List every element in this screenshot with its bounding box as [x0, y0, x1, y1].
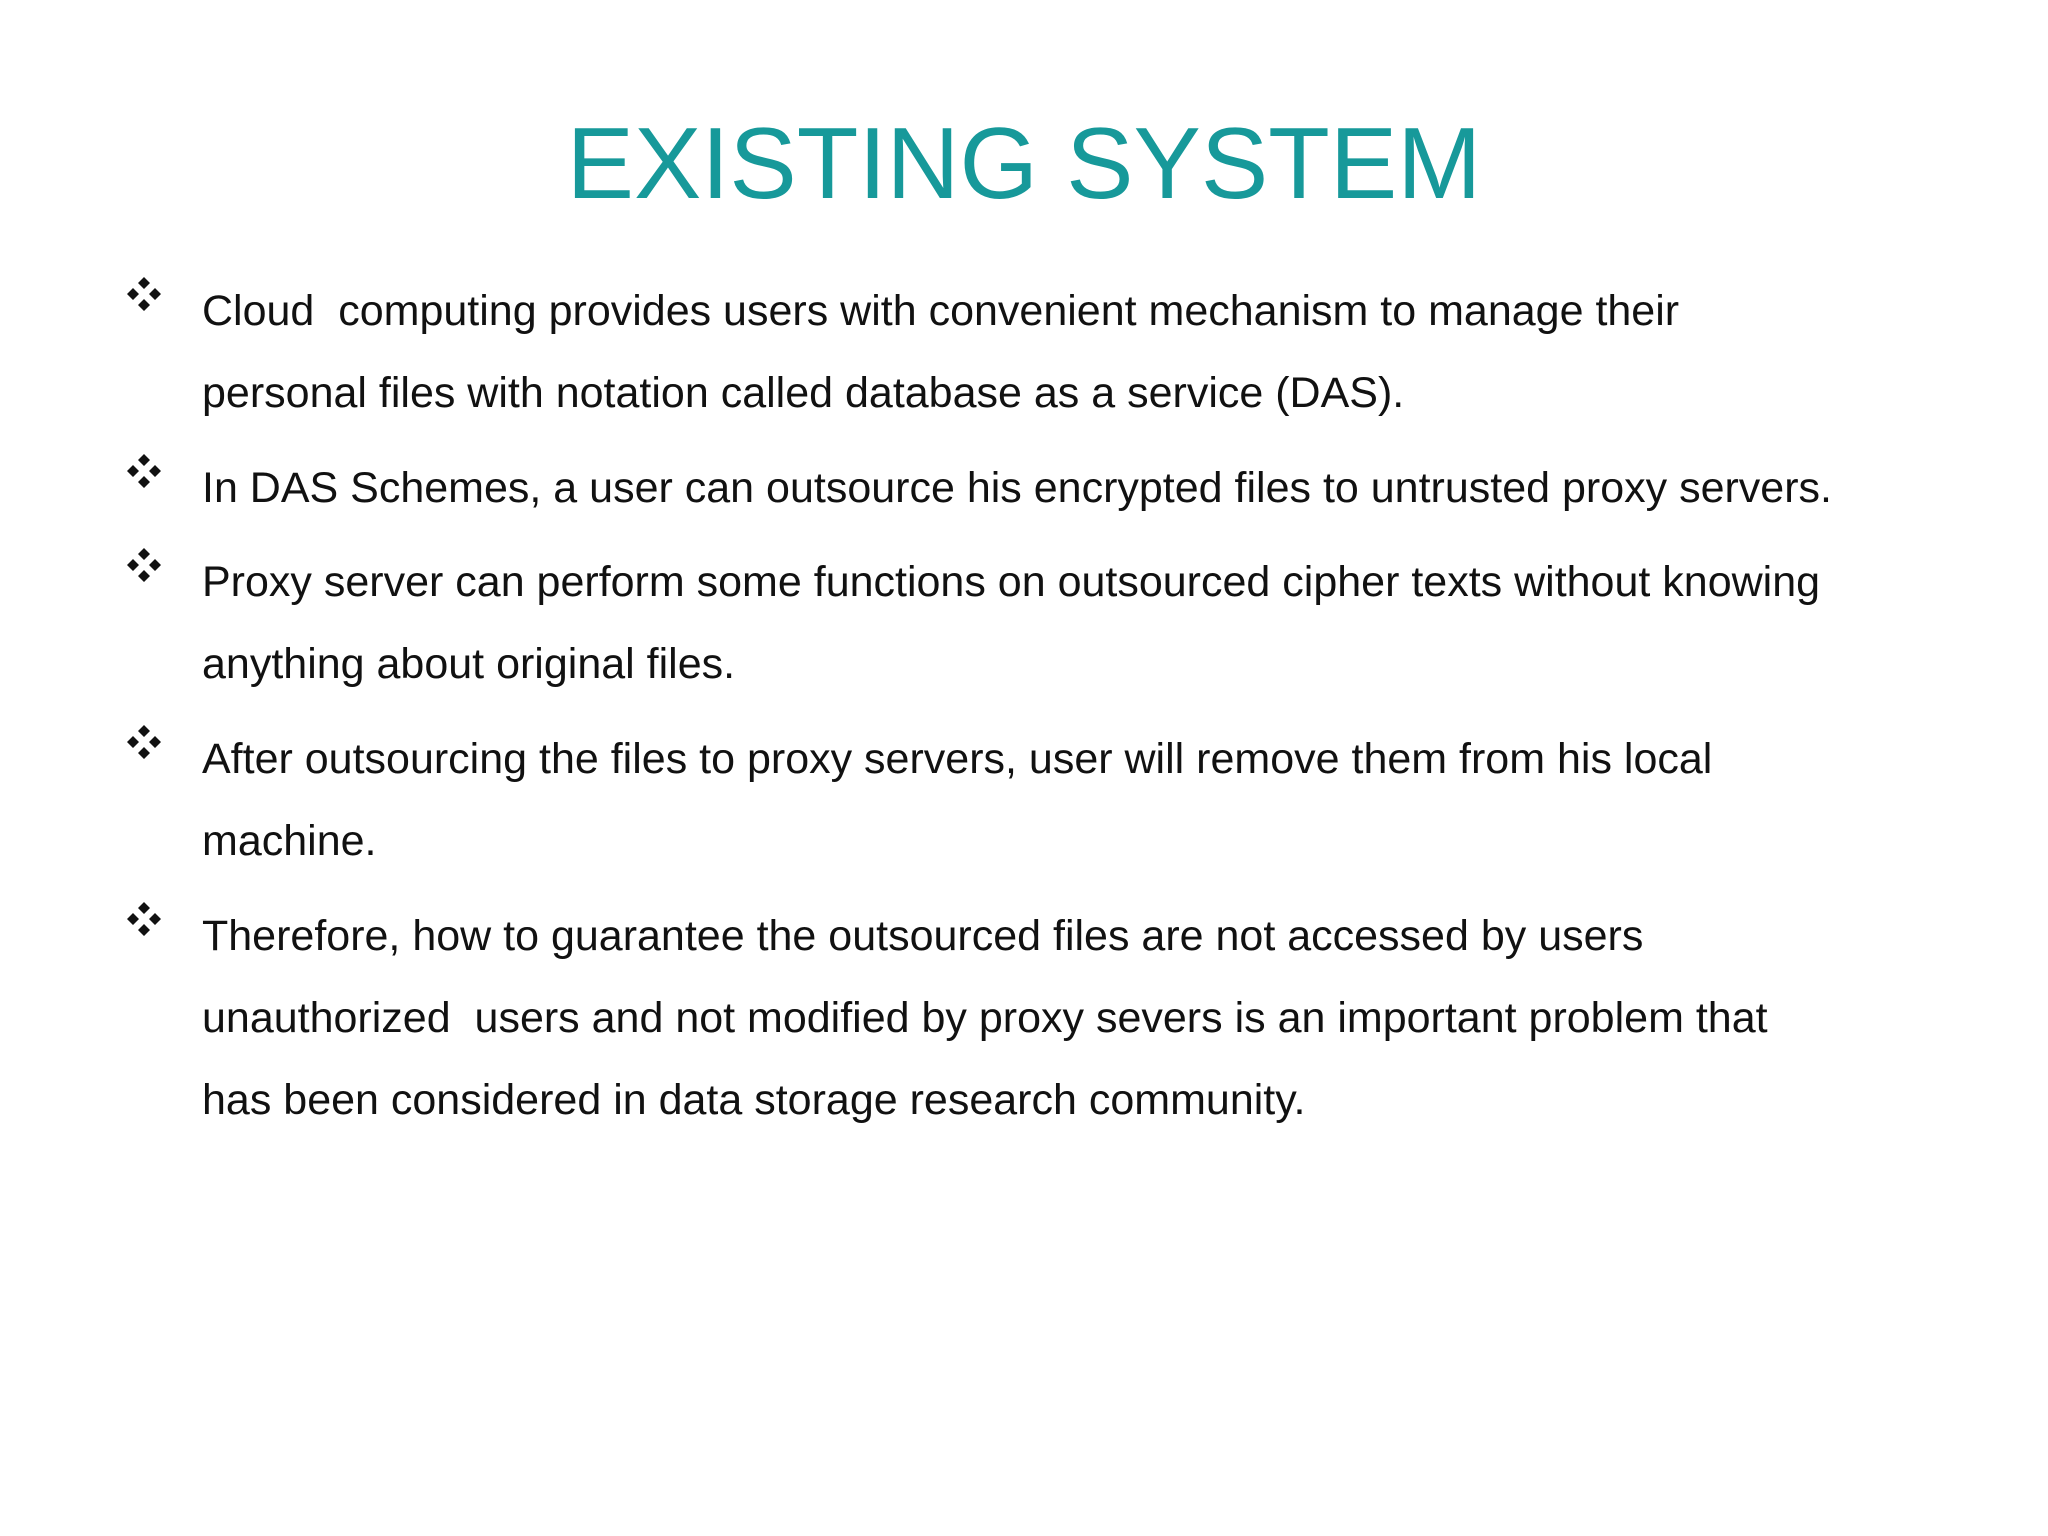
four-diamond-bullet-icon: [126, 724, 162, 760]
bullet-line: machine.: [202, 817, 377, 865]
bullet-text: [202, 447, 1962, 529]
four-diamond-bullet-icon: [126, 453, 162, 489]
bullet-text: [202, 541, 1962, 705]
slide-title: EXISTING SYSTEM: [566, 108, 1482, 220]
bullet-line: unauthorized users and not modified by proxy severs is an important problem that: [202, 994, 1768, 1042]
bullet-line: Therefore, how to guarantee the outsourced files are not accessed by users: [202, 912, 1644, 960]
bullet-line: After outsourcing the files to proxy servers, user will remove them from his local: [202, 735, 1713, 783]
bullet-text: [202, 270, 1962, 434]
bullet-line: has been considered in data storage research community.: [202, 1076, 1306, 1124]
bullet-text: [202, 718, 1962, 882]
bullet-line: personal files with notation called database as a service (DAS).: [202, 369, 1405, 417]
bullet-line: anything about original files.: [202, 640, 736, 688]
bullet-text: [202, 895, 1962, 1141]
four-diamond-bullet-icon: [126, 901, 162, 937]
bullet-line: Cloud computing provides users with convenient mechanism to manage their: [202, 287, 1680, 335]
four-diamond-bullet-icon: [126, 547, 162, 583]
four-diamond-bullet-icon: [126, 276, 162, 312]
bullet-line: In DAS Schemes, a user can outsource his encrypted files to untrusted proxy servers.: [202, 464, 1832, 512]
bullet-line: Proxy server can perform some functions on outsourced cipher texts without knowing: [202, 558, 1821, 606]
